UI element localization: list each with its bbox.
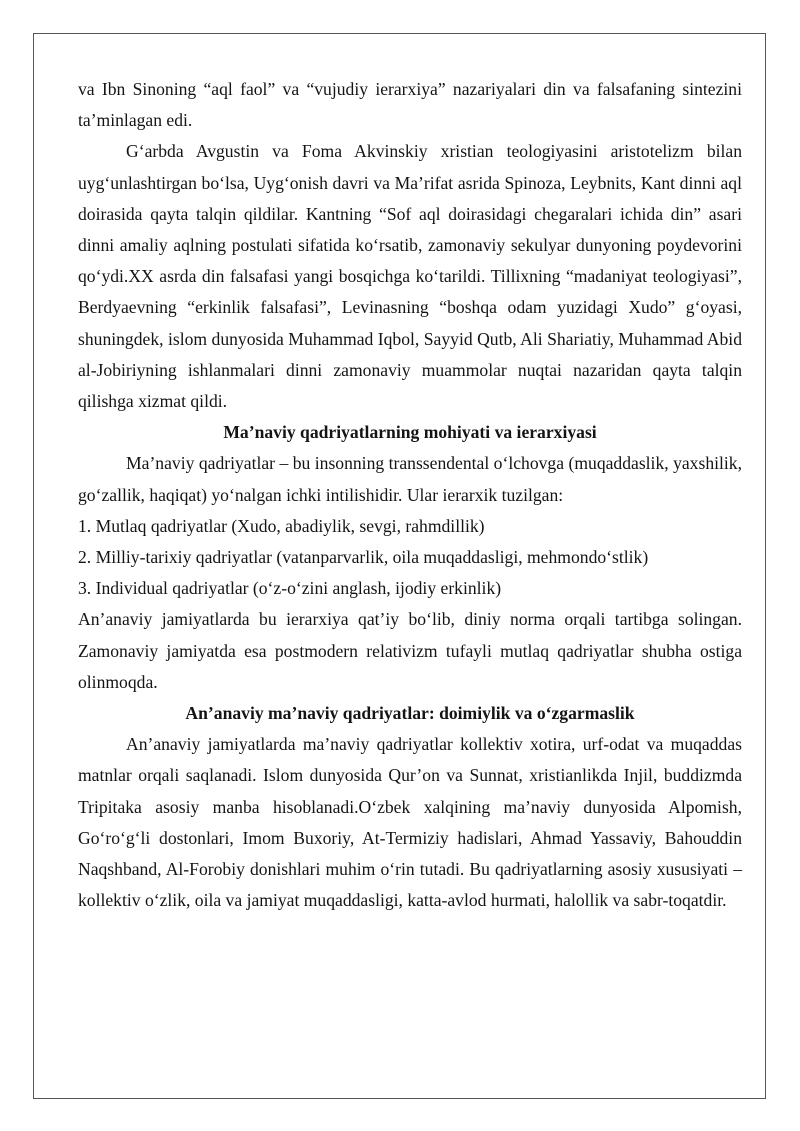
list-item-absolute-values: 1. Mutlaq qadriyatlar (Xudo, abadiylik, sevgi, rahmdillik) xyxy=(78,515,485,536)
section-heading-values-hierarchy: Ma’naviy qadriyatlarning mohiyati va ierarxiyasi xyxy=(223,422,597,443)
document-body xyxy=(78,74,742,916)
paragraph-values-definition: Ma’naviy qadriyatlar – bu insonning transsendental o‘lchovga (muqaddaslik, yaxshilik, go‘zallik, haqiqat) yo‘nalgan ichki intilishidir. Ular ierarxik tuzilgan: xyxy=(78,453,742,505)
paragraph-continuation: va Ibn Sinoning “aql faol” va “vujudiy ierarxiya” nazariyalari din va falsafaning sintezini ta’minlagan edi. xyxy=(78,79,742,131)
list-item-national-values: 2. Milliy-tarixiy qadriyatlar (vatanparvarlik, oila muqaddasligi, mehmondo‘stlik) xyxy=(78,547,649,568)
paragraph-hierarchy-conclusion: An’anaviy jamiyatlarda bu ierarxiya qat’iy bo‘lib, diniy norma orqali tartibga solingan. Zamonaviy jamiyatda esa postmodern relativizm tufayli mutlaq qadriyatlar shubha ostiga olinmoqda. xyxy=(78,609,742,692)
list-item-individual-values: 3. Individual qadriyatlar (o‘z-o‘zini anglash, ijodiy erkinlik) xyxy=(78,578,502,599)
paragraph-western-philosophy: G‘arbda Avgustin va Foma Akvinskiy xristian teologiyasini aristotelizm bilan uyg‘unlashtirgan bo‘lsa, Uyg‘onish davri va Ma’rifat asrida Spinoza, Leybnits, Kant dinni aql doirasida qayta talqin qildilar. Kantning “Sof aql doirasidagi chegaralari ichida din” asari dinni amaliy aqlning postulati sifatida ko‘rsatib, zamonaviy sekulyar dunyoning poydevorini qo‘ydi.XX asrda din falsafasi yangi bosqichga ko‘tarildi. Tillixning “madaniyat teologiyasi”, Berdyaevning “erkinlik falsafasi”, Levinasning “boshqa odam yuzidagi Xudo” g‘oyasi, shuningdek, islom dunyosida Muhammad Iqbol, Sayyid Qutb, Ali Shariatiy, Muhammad Abid al-Jobiriyning ishlanmalari dinni zamonaviy muammolar nuqtai nazaridan qayta talqin qilishga xizmat qildi. xyxy=(78,141,742,412)
section-heading-traditional-values: An’anaviy ma’naviy qadriyatlar: doimiylik va o‘zgarmaslik xyxy=(185,703,635,724)
paragraph-traditional-values: An’anaviy jamiyatlarda ma’naviy qadriyatlar kollektiv xotira, urf-odat va muqaddas matnlar orqali saqlanadi. Islom dunyosida Qur’on va Sunnat, xristianlikda Injil, buddizmda Tripitaka asosiy manba hisoblanadi.O‘zbek xalqining ma’naviy dunyosida Alpomish, Go‘ro‘g‘li dostonlari, Imom Buxoriy, At-Termiziy hadislari, Ahmad Yassaviy, Bahouddin Naqshband, Al-Forobiy donishlari muhim o‘rin tutadi. Bu qadriyatlarning asosiy xususiyati – kollektiv o‘zlik, oila va jamiyat muqaddasligi, katta-avlod hurmati, halollik va sabr-toqatdir. xyxy=(78,734,742,911)
